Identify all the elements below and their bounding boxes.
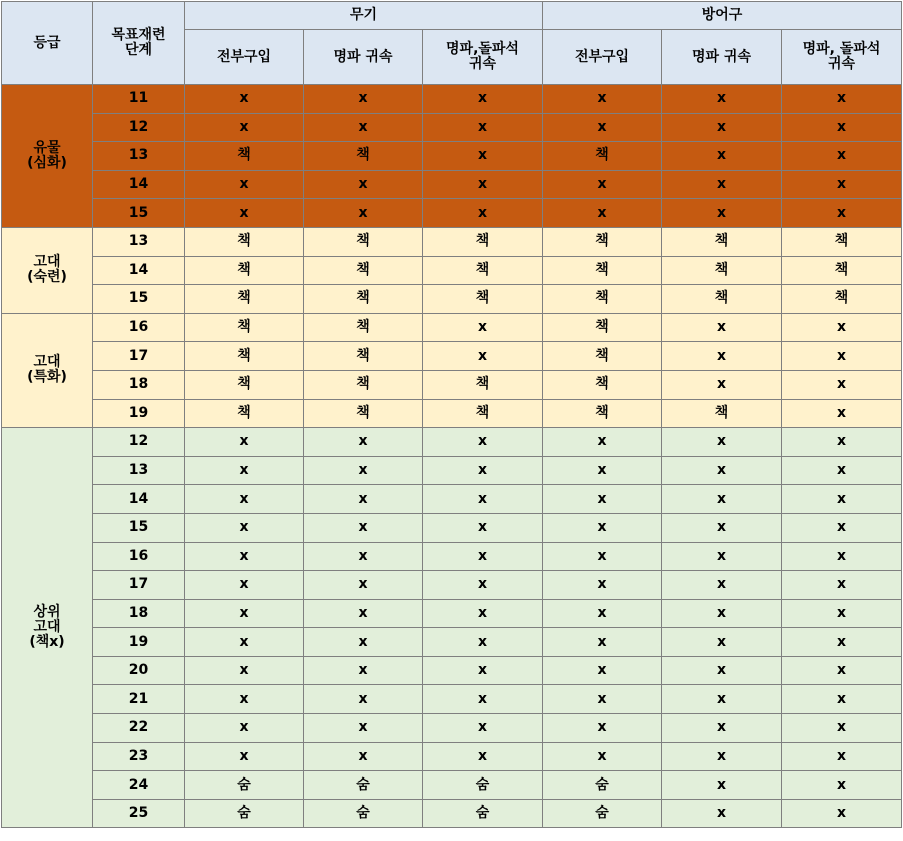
value-cell: x [185,456,304,485]
stage-cell: 15 [93,285,185,314]
value-cell: x [543,628,662,657]
value-cell: 책 [782,285,902,314]
value-cell: x [782,771,902,800]
value-cell: x [423,542,543,571]
value-cell: 책 [543,285,662,314]
value-cell: 숨 [423,799,543,828]
stage-cell: 12 [93,428,185,457]
value-cell: x [543,656,662,685]
value-cell: x [662,428,782,457]
value-cell: 책 [662,285,782,314]
value-cell: x [782,714,902,743]
value-cell: x [185,428,304,457]
value-cell: x [423,628,543,657]
value-cell: x [304,485,423,514]
value-cell: 숨 [423,771,543,800]
value-cell: 숨 [185,771,304,800]
value-cell: x [185,113,304,142]
stage-cell: 15 [93,513,185,542]
value-cell: x [662,142,782,171]
value-cell: 책 [543,256,662,285]
value-cell: x [782,399,902,428]
weapon-header: 무기 [185,2,543,30]
stage-cell: 14 [93,256,185,285]
value-cell: 책 [423,256,543,285]
armor-bound-leap-header: 명파 귀속 [662,30,782,85]
value-cell: x [543,714,662,743]
refine-table [1,1,902,828]
value-cell: x [423,142,543,171]
table-row [2,714,902,743]
value-cell: x [543,742,662,771]
stage-cell: 13 [93,456,185,485]
armor-bound-leap-stone-header: 명파, 돌파석 귀속 [782,30,902,85]
value-cell: 책 [185,142,304,171]
stage-cell: 17 [93,342,185,371]
value-cell: 책 [423,285,543,314]
value-cell: x [304,456,423,485]
table-row [2,742,902,771]
value-cell: x [304,170,423,199]
armor-header: 방어구 [543,2,902,30]
value-cell: x [304,428,423,457]
value-cell: x [543,428,662,457]
value-cell: 책 [543,399,662,428]
value-cell: 책 [423,370,543,399]
value-cell: x [782,685,902,714]
table-row [2,656,902,685]
value-cell: x [423,656,543,685]
value-cell: x [543,599,662,628]
value-cell: 책 [423,227,543,256]
value-cell: 책 [185,227,304,256]
value-cell: x [662,571,782,600]
grade-cell: 상위 고대 (책x) [2,428,93,828]
value-cell: x [185,714,304,743]
target-stage-header: 목표재련 단계 [93,2,185,85]
value-cell: 책 [304,227,423,256]
value-cell: x [423,742,543,771]
table-row [2,256,902,285]
stage-cell: 24 [93,771,185,800]
table-row [2,142,902,171]
value-cell: x [662,370,782,399]
table-row [2,285,902,314]
value-cell: x [662,656,782,685]
value-cell: x [185,513,304,542]
table-row [2,628,902,657]
value-cell: 책 [782,227,902,256]
stage-cell: 16 [93,542,185,571]
stage-cell: 22 [93,714,185,743]
value-cell: 책 [304,285,423,314]
stage-cell: 14 [93,485,185,514]
stage-cell: 13 [93,227,185,256]
value-cell: x [423,199,543,228]
value-cell: x [423,685,543,714]
value-cell: x [782,170,902,199]
value-cell: x [662,628,782,657]
stage-cell: 19 [93,628,185,657]
value-cell: 책 [304,370,423,399]
value-cell: x [423,485,543,514]
stage-cell: 12 [93,113,185,142]
value-cell: x [185,571,304,600]
stage-cell: 25 [93,799,185,828]
table-row [2,685,902,714]
value-cell: 책 [185,399,304,428]
table-row [2,513,902,542]
table-row [2,313,902,342]
weapon-bound-leap-stone-header: 명파,돌파석 귀속 [423,30,543,85]
value-cell: x [543,199,662,228]
value-cell: x [782,542,902,571]
value-cell: 책 [662,256,782,285]
value-cell: x [662,456,782,485]
value-cell: x [543,456,662,485]
value-cell: 책 [304,342,423,371]
value-cell: x [304,113,423,142]
grade-header: 등급 [2,2,93,85]
stage-cell: 21 [93,685,185,714]
table-row [2,599,902,628]
table-row [2,799,902,828]
value-cell: x [185,485,304,514]
value-cell: x [185,628,304,657]
value-cell: x [304,542,423,571]
value-cell: x [782,513,902,542]
stage-cell: 19 [93,399,185,428]
value-cell: x [185,542,304,571]
value-cell: x [423,513,543,542]
value-cell: x [782,628,902,657]
value-cell: x [185,685,304,714]
table-row [2,370,902,399]
value-cell: x [662,513,782,542]
value-cell: x [662,85,782,114]
value-cell: x [423,342,543,371]
table-row [2,85,902,114]
value-cell: x [423,85,543,114]
stage-cell: 17 [93,571,185,600]
value-cell: x [543,542,662,571]
value-cell: 책 [304,142,423,171]
table-row [2,571,902,600]
table-row [2,771,902,800]
value-cell: x [304,571,423,600]
value-cell: x [782,370,902,399]
value-cell: x [782,85,902,114]
value-cell: 숨 [185,799,304,828]
stage-cell: 11 [93,85,185,114]
armor-buy-all-header: 전부구입 [543,30,662,85]
value-cell: x [662,313,782,342]
value-cell: x [423,113,543,142]
value-cell: x [662,342,782,371]
value-cell: x [662,113,782,142]
table-row [2,456,902,485]
value-cell: 책 [185,342,304,371]
value-cell: x [782,571,902,600]
value-cell: x [185,599,304,628]
value-cell: x [662,542,782,571]
value-cell: x [543,485,662,514]
value-cell: x [304,199,423,228]
value-cell: x [543,170,662,199]
value-cell: x [662,170,782,199]
value-cell: x [662,199,782,228]
value-cell: x [423,170,543,199]
stage-cell: 13 [93,142,185,171]
value-cell: x [782,113,902,142]
stage-cell: 15 [93,199,185,228]
stage-cell: 20 [93,656,185,685]
value-cell: 책 [185,313,304,342]
value-cell: 책 [782,256,902,285]
table-row [2,199,902,228]
value-cell: x [543,113,662,142]
stage-cell: 18 [93,599,185,628]
value-cell: 숨 [304,771,423,800]
value-cell: 책 [543,142,662,171]
value-cell: x [304,513,423,542]
stage-cell: 18 [93,370,185,399]
value-cell: 숨 [543,799,662,828]
weapon-bound-leap-header: 명파 귀속 [304,30,423,85]
value-cell: 책 [543,227,662,256]
value-cell: x [304,656,423,685]
value-cell: x [782,456,902,485]
stage-cell: 23 [93,742,185,771]
value-cell: x [423,714,543,743]
value-cell: x [185,85,304,114]
value-cell: x [304,628,423,657]
value-cell: 책 [185,285,304,314]
value-cell: x [662,771,782,800]
value-cell: x [543,685,662,714]
value-cell: x [782,599,902,628]
table-row [2,113,902,142]
value-cell: x [423,571,543,600]
value-cell: x [782,142,902,171]
value-cell: x [782,742,902,771]
value-cell: x [185,656,304,685]
table-row [2,399,902,428]
value-cell: 책 [543,342,662,371]
value-cell: x [782,799,902,828]
value-cell: 책 [304,313,423,342]
value-cell: x [423,456,543,485]
value-cell: x [782,428,902,457]
value-cell: 숨 [304,799,423,828]
value-cell: x [662,685,782,714]
value-cell: 책 [543,313,662,342]
value-cell: x [423,599,543,628]
value-cell: x [304,685,423,714]
value-cell: x [543,571,662,600]
value-cell: x [304,85,423,114]
value-cell: 책 [423,399,543,428]
grade-cell: 고대 (숙련) [2,227,93,313]
value-cell: x [782,656,902,685]
value-cell: x [423,428,543,457]
value-cell: 책 [304,399,423,428]
value-cell: x [185,170,304,199]
value-cell: x [543,513,662,542]
value-cell: x [662,485,782,514]
table-row [2,227,902,256]
value-cell: x [662,714,782,743]
value-cell: 숨 [543,771,662,800]
value-cell: x [782,485,902,514]
table-row [2,428,902,457]
value-cell: x [423,313,543,342]
value-cell: x [304,599,423,628]
weapon-buy-all-header: 전부구입 [185,30,304,85]
value-cell: x [782,199,902,228]
value-cell: 책 [543,370,662,399]
value-cell: x [185,199,304,228]
grade-cell: 유물 (심화) [2,85,93,228]
stage-cell: 14 [93,170,185,199]
value-cell: x [662,799,782,828]
value-cell: x [543,85,662,114]
value-cell: x [782,313,902,342]
table-row [2,170,902,199]
value-cell: 책 [304,256,423,285]
value-cell: 책 [185,256,304,285]
value-cell: 책 [662,227,782,256]
grade-cell: 고대 (특화) [2,313,93,427]
value-cell: x [662,742,782,771]
stage-cell: 16 [93,313,185,342]
table-body [2,85,902,828]
table-row [2,542,902,571]
value-cell: x [662,599,782,628]
table-row [2,342,902,371]
value-cell: 책 [662,399,782,428]
value-cell: 책 [185,370,304,399]
value-cell: x [185,742,304,771]
value-cell: x [782,342,902,371]
value-cell: x [304,714,423,743]
table-row [2,485,902,514]
value-cell: x [304,742,423,771]
